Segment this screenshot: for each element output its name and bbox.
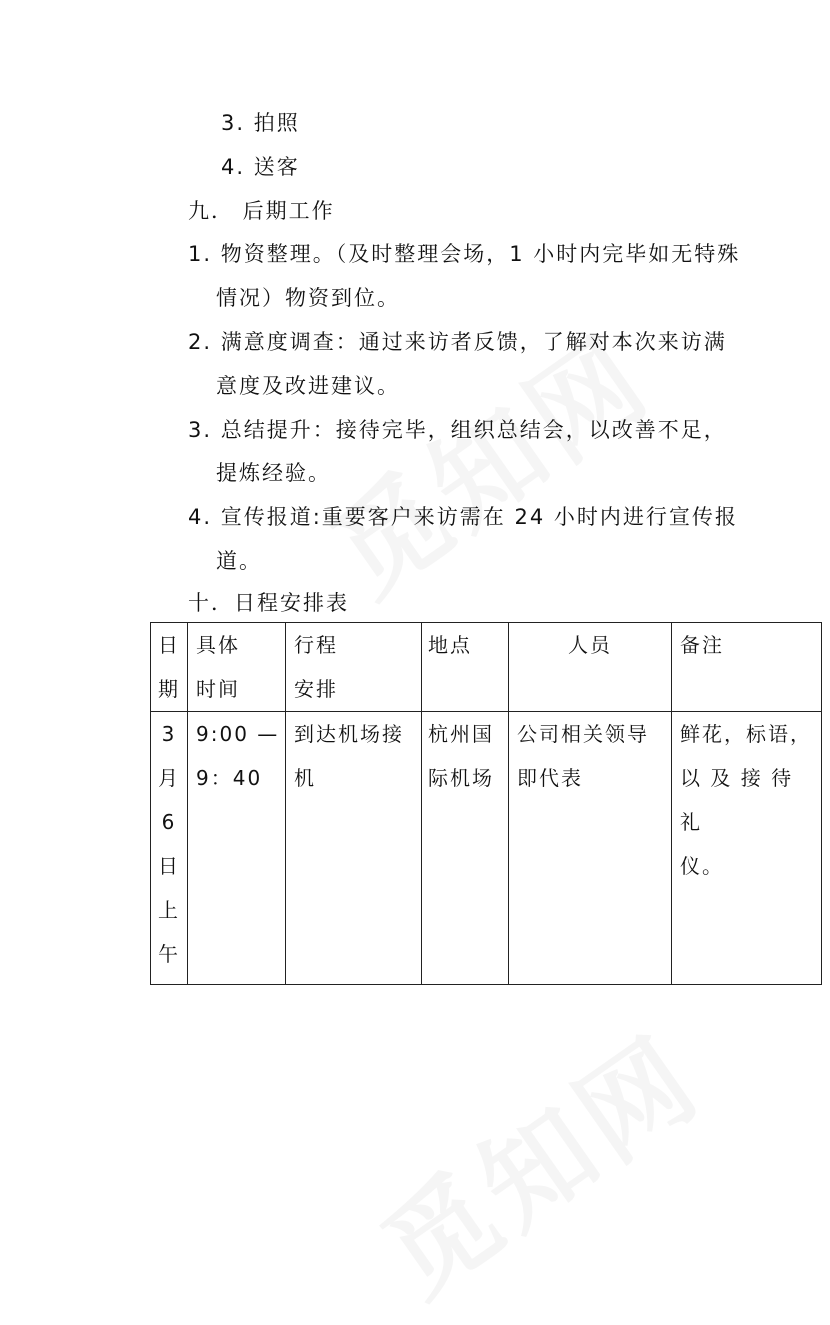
table-row [151, 712, 822, 985]
cell-date: 3 月 6 日 上 午 [151, 712, 188, 985]
text-line: 道。 [216, 549, 262, 573]
text-line: 4. 送客 [221, 155, 300, 179]
text-line: 提炼经验。 [216, 461, 331, 485]
text-line: 意度及改进建议。 [216, 374, 400, 398]
header-location: 地点 [422, 623, 509, 712]
text-line: 2. 满意度调查：通过来访者反馈，了解对本次来访满 [188, 330, 727, 354]
cell-itinerary: 到达机场接 机 [286, 712, 422, 985]
cell-location: 杭州国 际机场 [422, 712, 509, 985]
table-header-row [151, 623, 822, 712]
header-personnel: 人员 [509, 623, 672, 712]
header-remarks: 备注 [672, 623, 822, 712]
header-date: 日 期 [151, 623, 188, 712]
cell-remarks: 鲜花，标语， 以 及 接 待 礼 仪。 [672, 712, 822, 985]
text-line: 3. 总结提升：接待完毕，组织总结会，以改善不足， [188, 418, 727, 442]
schedule-table [150, 622, 822, 985]
section-heading: 十．日程安排表 [188, 591, 349, 615]
section-heading: 九． 后期工作 [188, 199, 335, 223]
text-line: 1. 物资整理。（及时整理会场，1 小时内完毕如无特殊 [188, 242, 741, 266]
text-line: 3. 拍照 [221, 111, 300, 135]
header-time: 具体 时间 [188, 623, 286, 712]
cell-personnel: 公司相关领导 即代表 [509, 712, 672, 985]
text-line: 4. 宣传报道:重要客户来访需在 24 小时内进行宣传报 [188, 505, 738, 529]
header-itinerary: 行程 安排 [286, 623, 422, 712]
text-line: 情况）物资到位。 [216, 286, 400, 310]
cell-time: 9:00 — 9：40 [188, 712, 286, 985]
watermark [347, 993, 728, 1325]
